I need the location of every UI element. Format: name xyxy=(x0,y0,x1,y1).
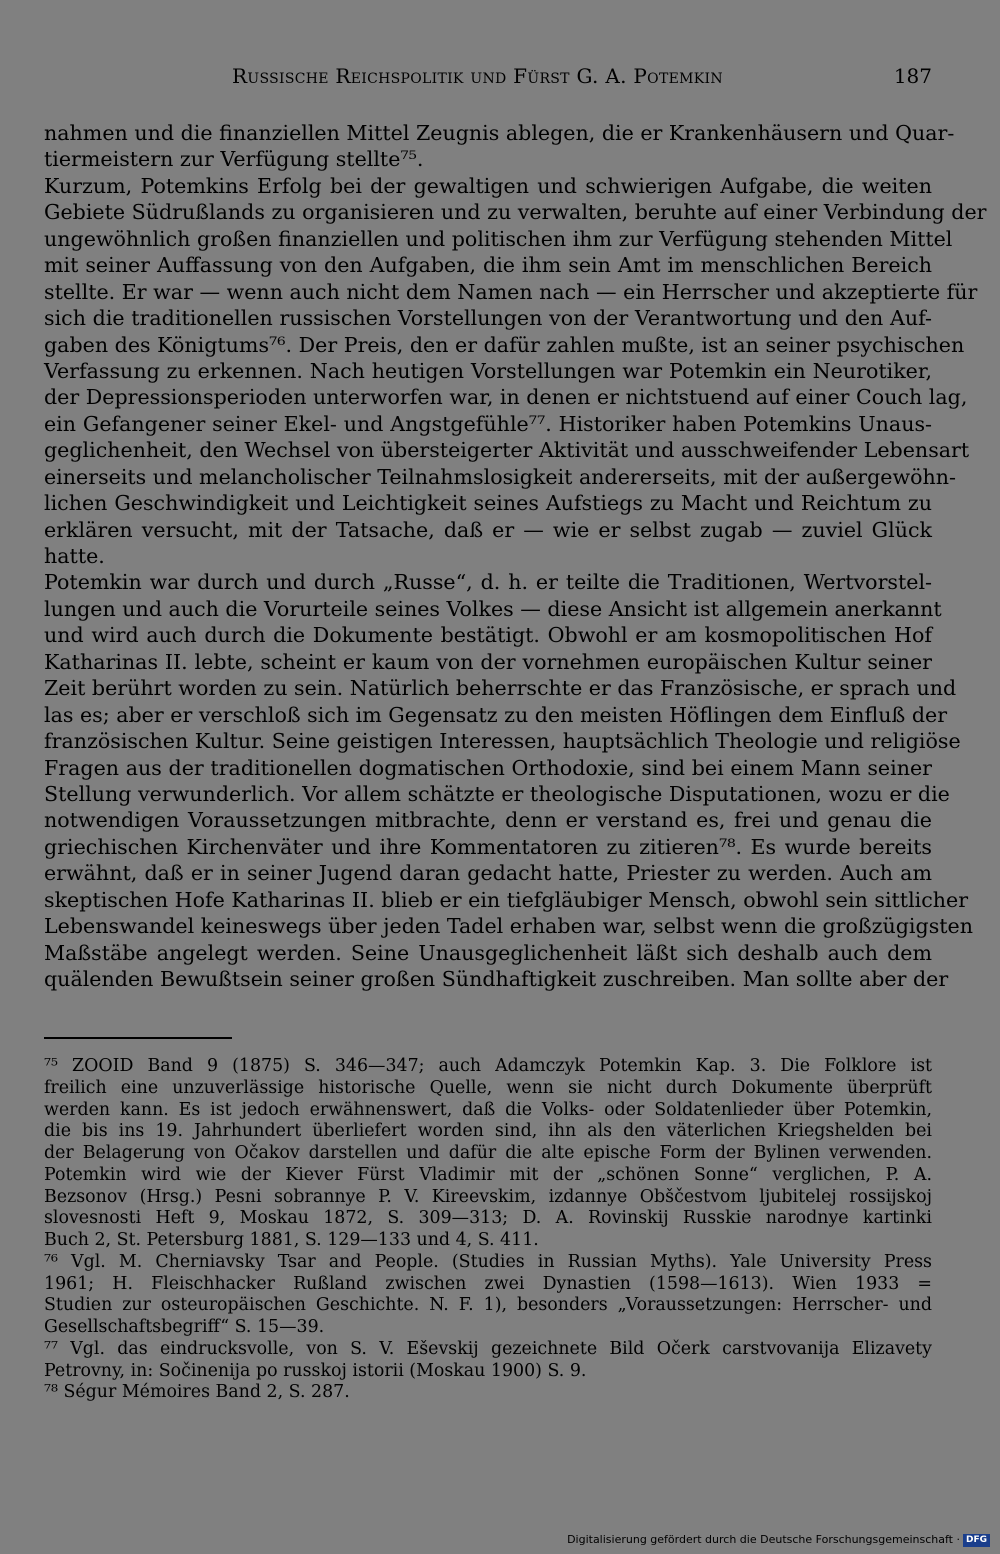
text-line: notwendigen Voraussetzungen mitbrachte, denn er verstand es, frei und genau die xyxy=(44,808,932,833)
text-line: ein Gefangener seiner Ekel- und Angstgefühle⁷⁷. Historiker haben Potemkins Unaus- xyxy=(44,411,932,436)
text-line: nahmen und die finanziellen Mittel Zeugnis ablegen, die er Krankenhäusern und Quar- xyxy=(44,121,955,145)
footnote-line: Bezsonov (Hrsg.) Pesni sobrannye P. V. Kireevskim, izdannye Obščestvom ljubitelej rossijskoj xyxy=(44,1186,932,1207)
text-line: Maßstäbe angelegt werden. Seine Unausgeglichenheit läßt sich deshalb auch dem xyxy=(44,940,932,965)
text-line: skeptischen Hofe Katharinas II. blieb er ein tiefgläubiger Mensch, obwohl sein sittlicher xyxy=(44,887,969,912)
footnote-line: Buch 2, St. Petersburg 1881, S. 129—133 und 4, S. 411. xyxy=(44,1230,539,1250)
footnote-rule xyxy=(44,1037,232,1039)
text-line: Verfassung zu erkennen. Nach heutigen Vorstellungen war Potemkin ein Neurotiker, xyxy=(44,358,932,383)
text-line: gaben des Königtums⁷⁶. Der Preis, den er dafür zahlen mußte, ist an seiner psychischen xyxy=(44,332,965,357)
footnote-line: Studien zur osteuropäischen Geschichte. N. F. 1), besonders „Voraussetzungen: Herrscher- und xyxy=(44,1295,932,1316)
funding-footer xyxy=(567,1532,990,1548)
text-line: stellte. Er war — wenn auch nicht dem Namen nach — ein Herrscher und akzeptierte für xyxy=(44,279,978,304)
text-line: hatte. xyxy=(44,544,105,568)
footnote-line: freilich eine unzuverlässige historische Quelle, wenn sie nicht durch Dokumente überprüft xyxy=(44,1077,932,1098)
text-line: der Depressionsperioden unterworfen war, in denen er nichtstuend auf einer Couch lag, xyxy=(44,385,968,410)
dfg-logo: DFG xyxy=(963,1534,990,1547)
text-line: Gebiete Südrußlands zu organisieren und zu verwalten, beruhte auf einer Verbindung der xyxy=(44,200,987,225)
text-line: Katharinas II. lebte, scheint er kaum von der vornehmen europäischen Kultur seiner xyxy=(44,649,932,674)
text-line: Stellung verwunderlich. Vor allem schätzte er theologische Disputationen, wozu er die xyxy=(44,781,950,806)
footnote xyxy=(44,1339,932,1383)
text-line: Potemkin war durch und durch „Russe“, d. h. er teilte die Traditionen, Wertvorstel- xyxy=(44,570,932,595)
running-title: Russische Reichspolitik und Fürst G. A. Potemkin xyxy=(232,64,723,88)
footnote-line: die bis ins 19. Jahrhundert überliefert worden sind, ihn als den väterlichen Kriegshelden bei xyxy=(44,1121,932,1142)
text-line: mit seiner Auffassung von den Aufgaben, die ihm sein Amt im menschlichen Bereich xyxy=(44,253,932,278)
text-line: griechischen Kirchenväter und ihre Kommentatoren zu zitieren⁷⁸. Es wurde bereits xyxy=(44,834,932,859)
text-line: lungen und auch die Vorurteile seines Volkes — diese Ansicht ist allgemein anerkannt xyxy=(44,596,942,621)
footnote-line: Potemkin wird wie der Kiever Fürst Vladimir mit der „schönen Sonne“ verglichen, P. A. xyxy=(44,1164,932,1185)
text-line: las es; aber er verschloß sich im Gegensatz zu den meisten Höflingen dem Einfluß der xyxy=(44,702,948,727)
text-line: tiermeistern zur Verfügung stellte⁷⁵. xyxy=(44,147,424,172)
footnote-line: ⁷⁸ Ségur Mémoires Band 2, S. 287. xyxy=(44,1382,350,1403)
footnote xyxy=(44,1056,932,1252)
footnote-line: ⁷⁷ Vgl. das eindrucksvolle, von S. V. Eševskij gezeichnete Bild Očerk carstvovanija Elizavety xyxy=(44,1338,932,1359)
text-line: Kurzum, Potemkins Erfolg bei der gewaltigen und schwierigen Aufgabe, die weiten xyxy=(44,173,932,198)
text-line: geglichenheit, den Wechsel von übersteigerter Aktivität und ausschweifender Lebensart xyxy=(44,438,970,463)
text-line: sich die traditionellen russischen Vorstellungen von der Verantwortung und den Auf- xyxy=(44,306,932,331)
text-line: ungewöhnlich großen finanziellen und politischen ihm zur Verfügung stehenden Mittel xyxy=(44,226,953,251)
main-text xyxy=(44,120,987,992)
footnote-line: Gesellschaftsbegriff“ S. 15—39. xyxy=(44,1317,325,1337)
footnote-line: slovesnosti Heft 9, Moskau 1872, S. 309—313; D. A. Rovinskij Russkie narodnye kartinki xyxy=(44,1208,932,1229)
footnote-line: ⁷⁶ Vgl. M. Cherniavsky Tsar and People. (Studies in Russian Myths). Yale University Press xyxy=(44,1251,932,1272)
footnote xyxy=(44,1252,932,1339)
page-number: 187 xyxy=(893,64,932,88)
text-line: Fragen aus der traditionellen dogmatischen Orthodoxie, sind bei einem Mann seiner xyxy=(44,755,932,780)
footnote-line: der Belagerung von Očakov darstellen und dafür die alte epische Form der Bylinen verwenden. xyxy=(44,1143,932,1163)
funding-text: Digitalisierung gefördert durch die Deutsche Forschungsgemeinschaft · xyxy=(567,1533,960,1546)
text-line: einerseits und melancholischer Teilnahmslosigkeit andererseits, mit der außergewöhn- xyxy=(44,464,956,489)
text-line: erwähnt, daß er in seiner Jugend daran gedacht hatte, Priester zu werden. Auch am xyxy=(44,861,932,886)
footnote-line: 1961; H. Fleischhacker Rußland zwischen zwei Dynastien (1598—1613). Wien 1933 = xyxy=(44,1273,932,1294)
text-line: quälenden Bewußtsein seiner großen Sündhaftigkeit zuschreiben. Man sollte aber der xyxy=(44,967,949,991)
running-header xyxy=(44,62,932,90)
text-line: erklären versucht, mit der Tatsache, daß er — wie er selbst zugab — zuviel Glück xyxy=(44,517,932,542)
footnote-line: Petrovny, in: Sočinenija po russkoj istorii (Moskau 1900) S. 9. xyxy=(44,1360,587,1381)
footnote-line: werden kann. Es ist jedoch erwähnenswert, daß die Volks- oder Soldatenlieder über Potemkin, xyxy=(44,1099,932,1120)
text-line: Zeit berührt worden zu sein. Natürlich beherrschte er das Französische, er sprach und xyxy=(44,676,957,701)
footnotes xyxy=(44,1056,932,1404)
text-line: Lebenswandel keineswegs über jeden Tadel erhaben war, selbst wenn die großzügigsten xyxy=(44,914,973,939)
text-line: französischen Kultur. Seine geistigen Interessen, hauptsächlich Theologie und religiöse xyxy=(44,729,961,754)
footnote-line: ⁷⁵ ZOOID Band 9 (1875) S. 346—347; auch Adamczyk Potemkin Kap. 3. Die Folklore ist xyxy=(44,1056,932,1076)
text-line: und wird auch durch die Dokumente bestätigt. Obwohl er am kosmopolitischen Hof xyxy=(44,623,932,648)
footnote xyxy=(44,1382,932,1404)
text-line: lichen Geschwindigkeit und Leichtigkeit seines Aufstiegs zu Macht und Reichtum zu xyxy=(44,491,932,516)
